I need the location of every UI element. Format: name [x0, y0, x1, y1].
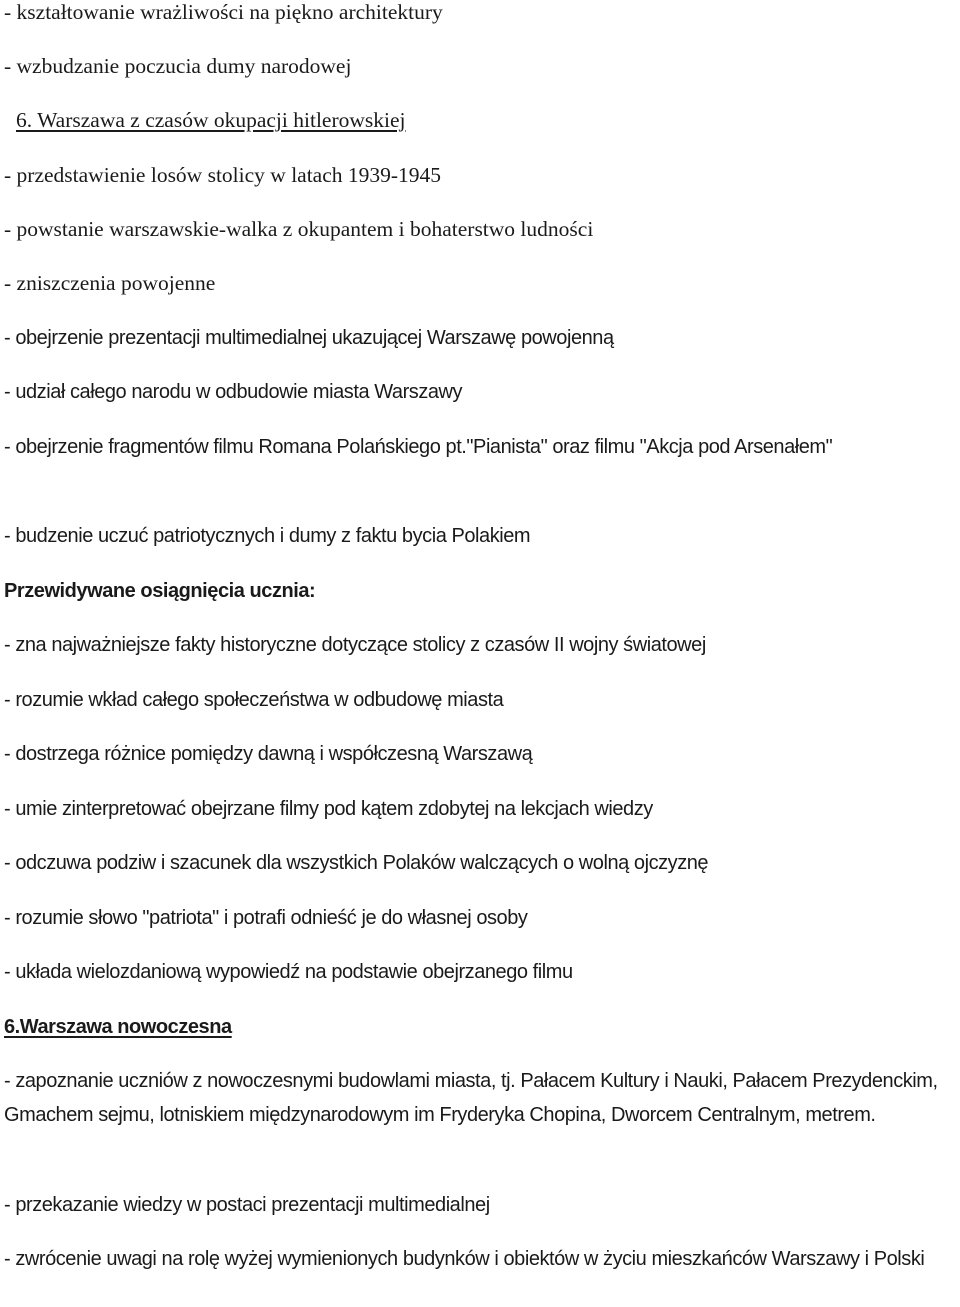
text-paragraph: - obejrzenie fragmentów filmu Romana Polańskiego pt."Pianista" oraz filmu "Akcja pod Arsenałem" — [4, 436, 833, 458]
outcome-item: - zna najważniejsze fakty historyczne dotyczące stolicy z czasów II wojny światowej — [4, 634, 706, 656]
outcome-item: - dostrzega różnice pomiędzy dawną i współczesną Warszawą — [4, 743, 533, 765]
text-line: - udział całego narodu w odbudowie miasta Warszawy — [4, 381, 463, 403]
text-line: - przedstawienie losów stolicy w latach 1939-1945 — [4, 163, 442, 187]
outcomes-heading: Przewidywane osiągnięcia ucznia: — [4, 580, 316, 602]
outcome-item: - umie zinterpretować obejrzane filmy pod kątem zdobytej na lekcjach wiedzy — [4, 798, 653, 820]
outcome-item: - rozumie słowo "patriota" i potrafi odnieść je do własnej osoby — [4, 907, 528, 929]
text-line: - obejrzenie prezentacji multimedialnej ukazującej Warszawę powojenną — [4, 327, 614, 349]
outcome-item: - odczuwa podziw i szacunek dla wszystkich Polaków walczących o wolną ojczyznę — [4, 852, 709, 874]
section-title-modern: 6.Warszawa nowoczesna — [4, 1016, 232, 1038]
outcome-item: - rozumie wkład całego społeczeństwa w odbudowę miasta — [4, 689, 504, 711]
text-paragraph: - zapoznanie uczniów z nowoczesnymi budowlami miasta, tj. Pałacem Kultury i Nauki, Pałacem Prezydenckim, Gmachem sejmu, lotniskiem międzynarodowym im Fryderyka Chopina, Dworcem Centralnym, metrem. — [4, 1070, 938, 1126]
text-line: - powstanie warszawskie-walka z okupantem i bohaterstwo ludności — [4, 217, 594, 241]
outcome-item: - układa wielozdaniową wypowiedź na podstawie obejrzanego filmu — [4, 961, 573, 983]
text-line: - kształtowanie wrażliwości na piękno architektury — [4, 0, 443, 24]
text-line: - zniszczenia powojenne — [4, 271, 216, 295]
section-title-occupation: 6. Warszawa z czasów okupacji hitlerowskiej — [16, 108, 406, 132]
text-line: - wzbudzanie poczucia dumy narodowej — [4, 54, 352, 78]
text-line: - przekazanie wiedzy w postaci prezentacji multimedialnej — [4, 1194, 490, 1216]
text-line: - budzenie uczuć patriotycznych i dumy z faktu bycia Polakiem — [4, 525, 531, 547]
text-paragraph: - zwrócenie uwagi na rolę wyżej wymienionych budynków i obiektów w życiu mieszkańców Warszawy i Polski — [4, 1248, 925, 1270]
